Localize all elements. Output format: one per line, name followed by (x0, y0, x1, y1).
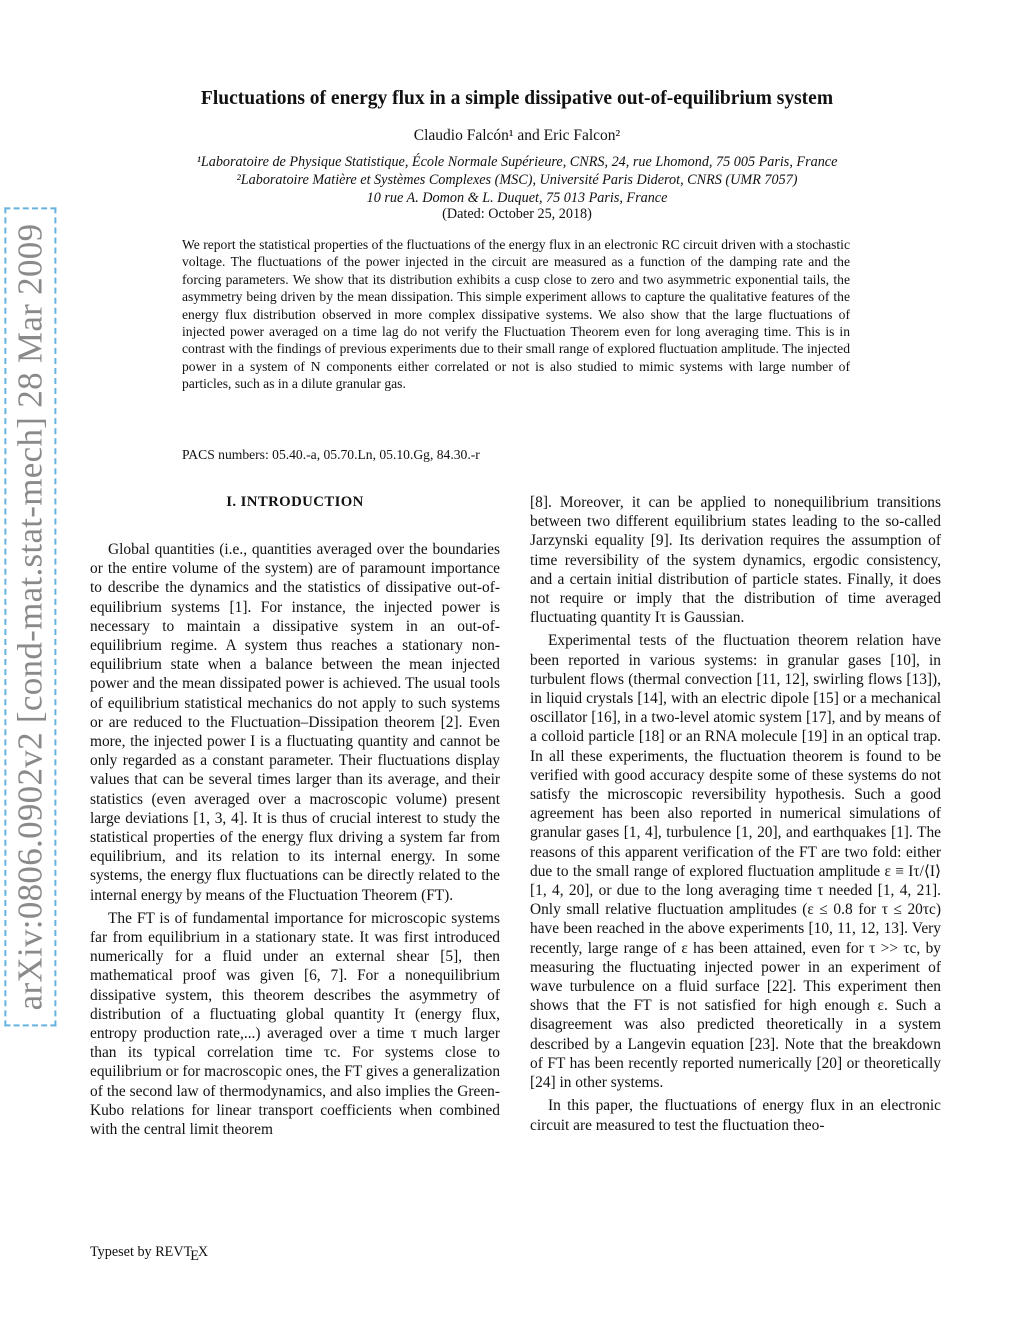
intro-paragraph-5: In this paper, the fluctuations of energy flux in an electronic circuit are measured to test the fluctuation theo- (530, 1097, 941, 1134)
paper-title: Fluctuations of energy flux in a simple dissipative out-of-equilibrium system (200, 88, 834, 109)
affiliations (90, 153, 944, 207)
arxiv-stamp-container (4, 223, 56, 1011)
authors: Claudio Falcón¹ and Eric Falcon² (413, 127, 621, 144)
dated-line: (Dated: October 25, 2018) (442, 206, 592, 222)
footer-tex-x: X (197, 1244, 209, 1260)
footer-prefix: Typeset by REVT (90, 1244, 193, 1260)
pacs-numbers: PACS numbers: 05.40.-a, 05.70.Ln, 05.10.Gg, 84.30.-r (182, 447, 480, 462)
intro-paragraph-3: [8]. Moreover, it can be applied to nonequilibrium transitions between two different equilibrium states leading to the so-called Jarzynski equality [9]. Its derivation requires the assumption of time reversibility of the system dynamics, ergodic consistency, and a certain initial distribution of particle states. Finally, it does not require or imply that the distribution of time averaged fluctuating quantity Iτ is Gaussian. (530, 494, 941, 627)
arxiv-stamp[interactable]: arXiv:0806.0902v2 [cond-mat.stat-mech] 28 Mar 2009 (4, 208, 56, 1027)
intro-paragraph-4: Experimental tests of the fluctuation theorem relation have been reported in various systems: in granular gases [10], in turbulent flows (thermal convection [11, 12], swirling flows [13]), in liquid crystals [14], with an electric dipole [15] or a mechanical oscillator [16], in a two-level atomic system [17], and by means of a colloid particle [18] or an RNA molecule [19] in an optical trap. In all these experiments, the fluctuation theorem is found to be verified with good accuracy despite some of these systems do not satisfy the microscopic reversibility hypothesis. Such a good agreement has been also reported in numerical simulations of granular gases [1, 4], turbulence [1, 20], and earthquakes [1]. The reasons of this apparent verification of the FT are two fold: either due to the small range of explored fluctuation amplitude ε ≡ Iτ/⟨I⟩ [1, 4, 20], or due to the long averaging time τ needed [1, 4, 21]. Only small relative fluctuation amplitudes (ε ≤ 0.8 for τ ≤ 20τc) have been reached in the above experiments [10, 11, 12, 13]. Very recently, large range of ε has been attained, even for τ >> τc, by measuring the fluctuating injected power in an experiment of wave turbulence on a fluid surface [22]. This experiment then shows that the FT is not satisfied for high enough ε. Such a disagreement was also predicted theoretically in a system described by a Langevin equation [23]. Note that the breakdown of FT has been recently reported numerically [20] or theoretically [24] in other systems. (530, 632, 941, 1092)
abstract: We report the statistical properties of the fluctuations of the energy flux in an electronic RC circuit driven with a stochastic voltage. The fluctuations of the power injected in the circuit are measured as a function of the damping rate and the forcing parameters. We show that its distribution exhibits a cusp close to zero and two asymmetric exponential tails, the asymmetry being driven by the mean dissipation. This simple experiment allows to capture the qualitative features of the energy flux distribution observed in more complex dissipative systems. We also show that the large fluctuations of injected power averaged on a time lag do not verify the Fluctuation Theorem even for long averaging time. This is in contrast with the findings of previous experiments due to their small range of explored fluctuation amplitude. The injected power in a system of N components either correlated or not is also studied to mimic systems with large number of particles, such as in a dilute granular gas. (182, 237, 850, 392)
section-heading-introduction: I. INTRODUCTION (226, 494, 364, 510)
left-column (90, 540, 500, 1139)
footer-tex-e: E (190, 1248, 199, 1264)
affiliation-2-address: 10 rue A. Domon & L. Duquet, 75 013 Paris, France (366, 190, 668, 206)
intro-paragraph-1: Global quantities (i.e., quantities averaged over the boundaries or the entire volume of the system) are of paramount importance to describe the dynamics and the statistics of dissipative out-of-equilibrium systems [1]. For instance, the injected power is necessary to maintain a dissipative system in an out-of-equilibrium regime. A system thus reaches a stationary non-equilibrium state when a balance between the mean injected power and the mean dissipated power is achieved. The usual tools of equilibrium statistical mechanics do not apply to such systems or are reduced to the Fluctuation–Dissipation theorem [2]. Even more, the injected power I is a fluctuating quantity and cannot be only regarded as a constant parameter. Their fluctuations display values that can be several times larger than its average, and their statistics (even averaged over a macroscopic volume) present large deviations [1, 3, 4]. It is thus of crucial interest to study the statistical properties of the energy flux driving a system far from equilibrium, and its relation to its internal energy. In some systems, the energy flux fluctuations can be directly related to the internal energy by means of the Fluctuation Theorem (FT). (90, 541, 500, 904)
right-column (530, 493, 941, 1135)
typeset-footer (90, 1244, 209, 1264)
intro-paragraph-2: The FT is of fundamental importance for microscopic systems far from equilibrium in a stationary state. It was first introduced numerically for a fluid under an external shear [5], then mathematical proof was given [6, 7]. For a nonequilibrium dissipative system, this theorem describes the asymmetry of distribution of a fluctuating global quantity Iτ (energy flux, entropy production rate,...) averaged over a time τ much larger than its typical correlation time τc. For systems close to equilibrium or for macroscopic ones, the FT gives a generalization of the second law of thermodynamics, and also implies the Green-Kubo relations for linear transport coefficients when combined with the central limit theorem (90, 909, 501, 1139)
affiliation-1: ¹Laboratoire de Physique Statistique, École Normale Supérieure, CNRS, 24, rue Lhomond, 75 005 Paris, France (196, 154, 838, 170)
affiliation-2: ²Laboratoire Matière et Systèmes Complexes (MSC), Université Paris Diderot, CNRS (UMR 7057) (236, 172, 798, 188)
